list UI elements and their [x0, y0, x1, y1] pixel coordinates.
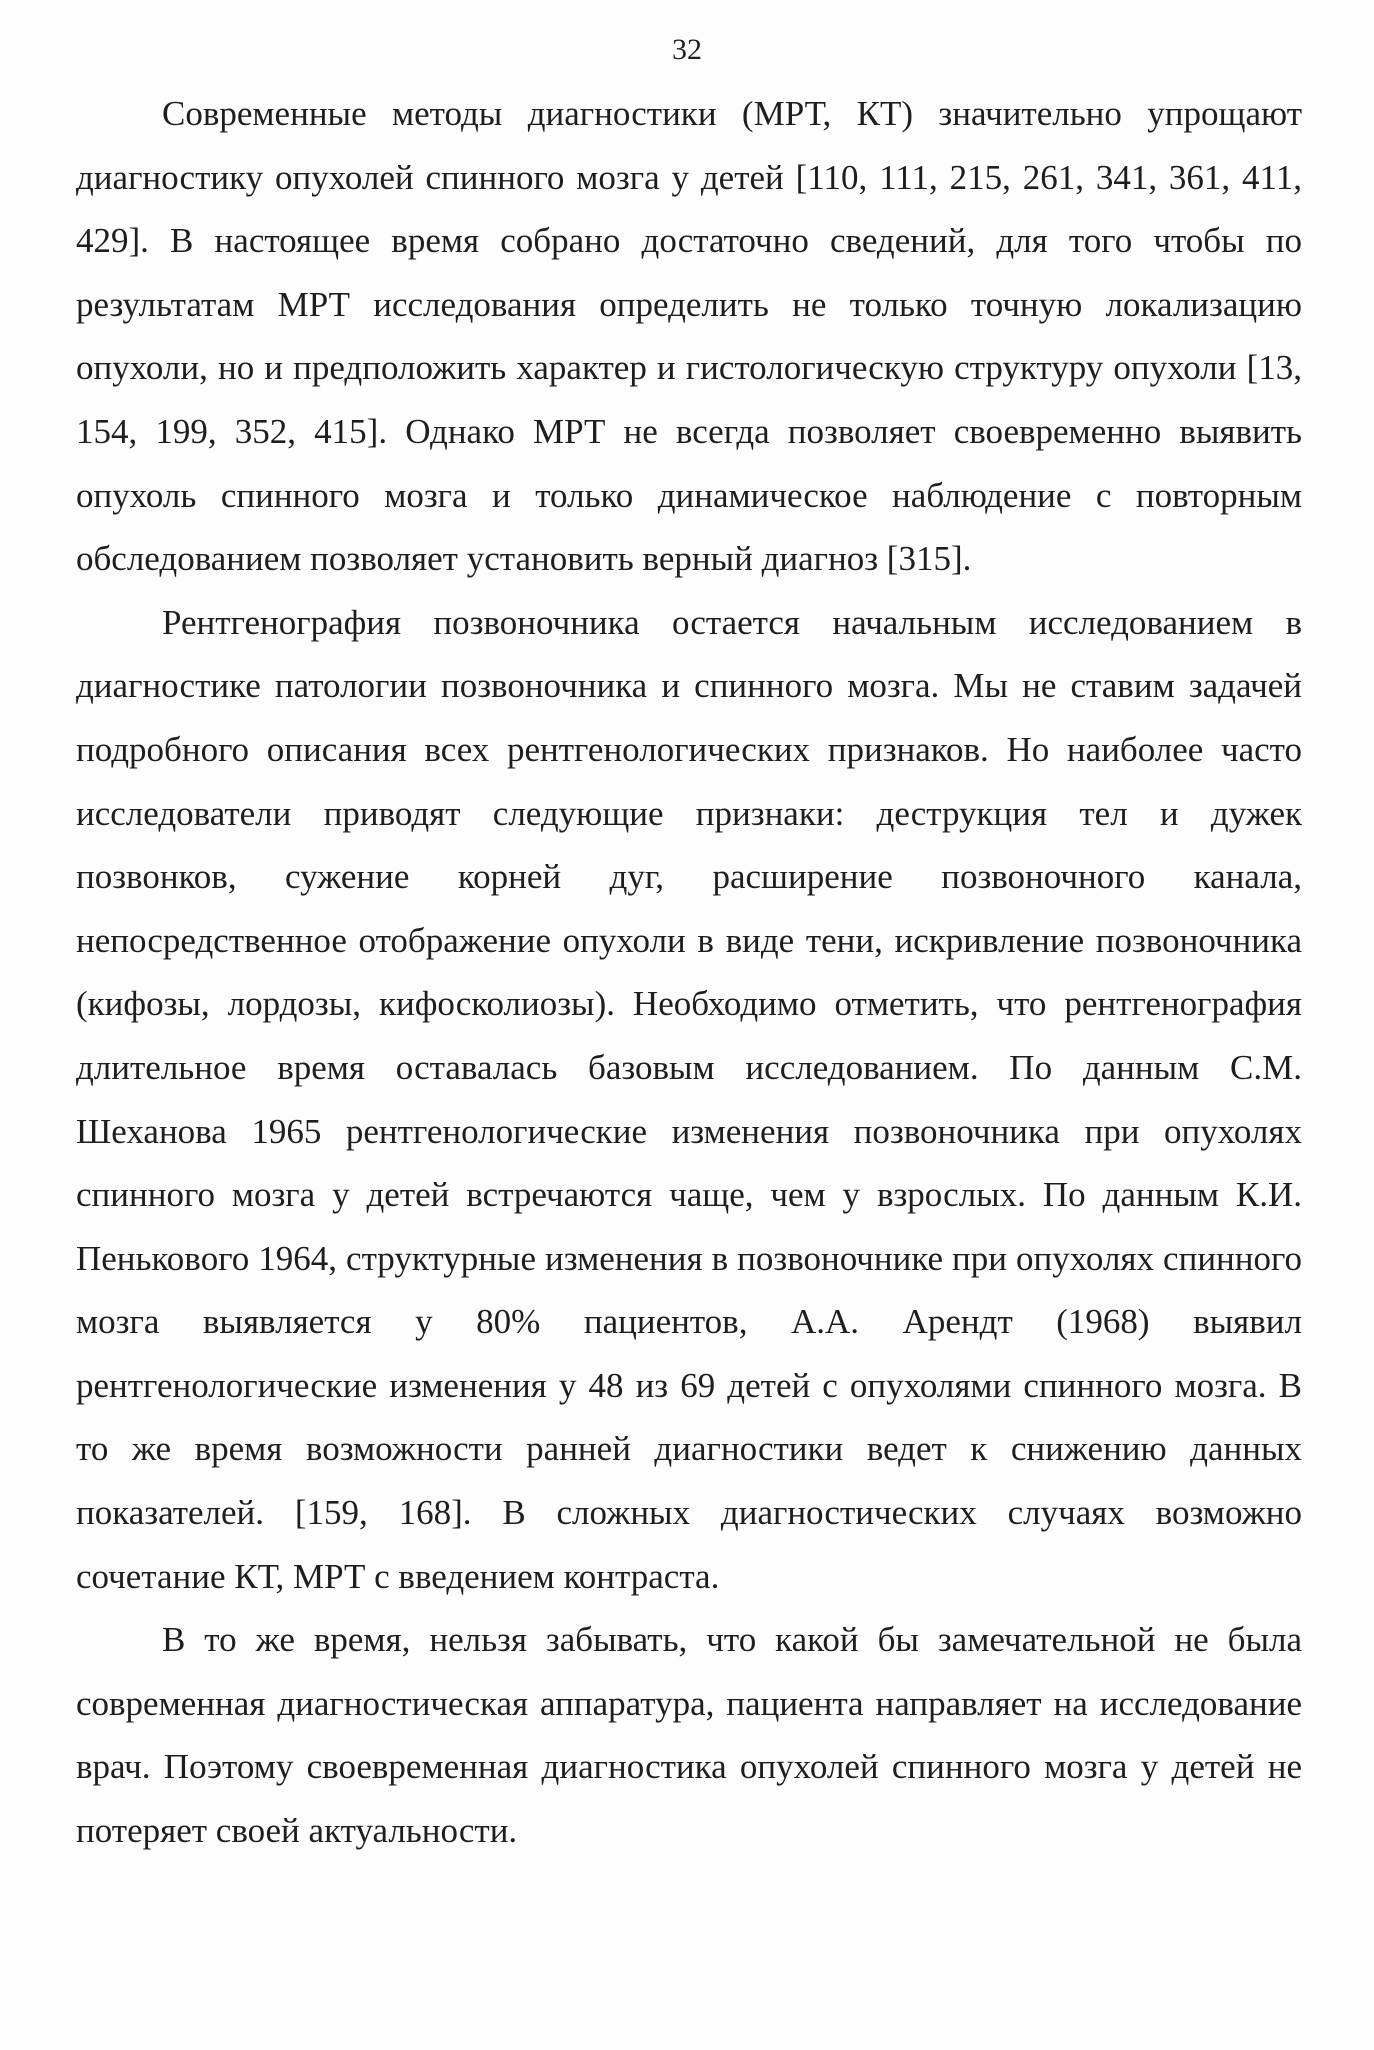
- paragraph-spine-radiography: Рентгенография позвоночника остается начальным исследованием в диагностике патологии позвоночника и спинного мозга. Мы не ставим задачей подробного описания всех рентгенологических признаков. Но наиболее часто исследователи приводят следующие признаки: деструкция тел и дужек позвонков, сужение корней дуг, расширение позвоночного канала, непосредственное отображение опухоли в виде тени, искривление позвоночника (кифозы, лордозы, кифосколиозы). Необходимо отметить, что рентгенография длительное время оставалась базовым исследованием. По данным С.М. Шеханова 1965 рентгенологические изменения позвоночника при опухолях спинного мозга у детей встречаются чаще, чем у взрослых. По данным К.И. Пеньковoго 1964, структурные изменения в позвоночнике при опухолях спинного мозга выявляется у 80% пациентов, А.А. Арендт (1968) выявил рентгенологические изменения у 48 из 69 детей с опухолями спинного мозга. В то же время возможности ранней диагностики ведет к снижению данных показателей. [159, 168]. В сложных диагностических случаях возможно сочетание КТ, МРТ с введением контраста.: [76, 602, 1302, 1596]
- paragraph-mri-ct-diagnostics: Современные методы диагностики (МРТ, КТ) значительно упрощают диагностику опухолей спинного мозга у детей [110, 111, 215, 261, 341, 361, 411, 429]. В настоящее время собрано достаточно сведений, для того чтобы по результатам МРТ исследования определить не только точную локализацию опухоли, но и предположить характер и гистологическую структуру опухоли [13, 154, 199, 352, 415]. Однако МРТ не всегда позволяет своевременно выявить опухоль спинного мозга и только динамическое наблюдение с повторным обследованием позволяет установить верный диагноз [315].: [76, 94, 1302, 579]
- page-number: 32: [672, 33, 702, 66]
- paragraph-physician-role: В то же время, нельзя забывать, что какой бы замечательной не была современная диагностическая аппаратура, пациента направляет на исследование врач. Поэтому своевременная диагностика опухолей спинного мозга у детей не потеряет своей актуальности.: [76, 1620, 1302, 1851]
- body-text: [76, 82, 1302, 1863]
